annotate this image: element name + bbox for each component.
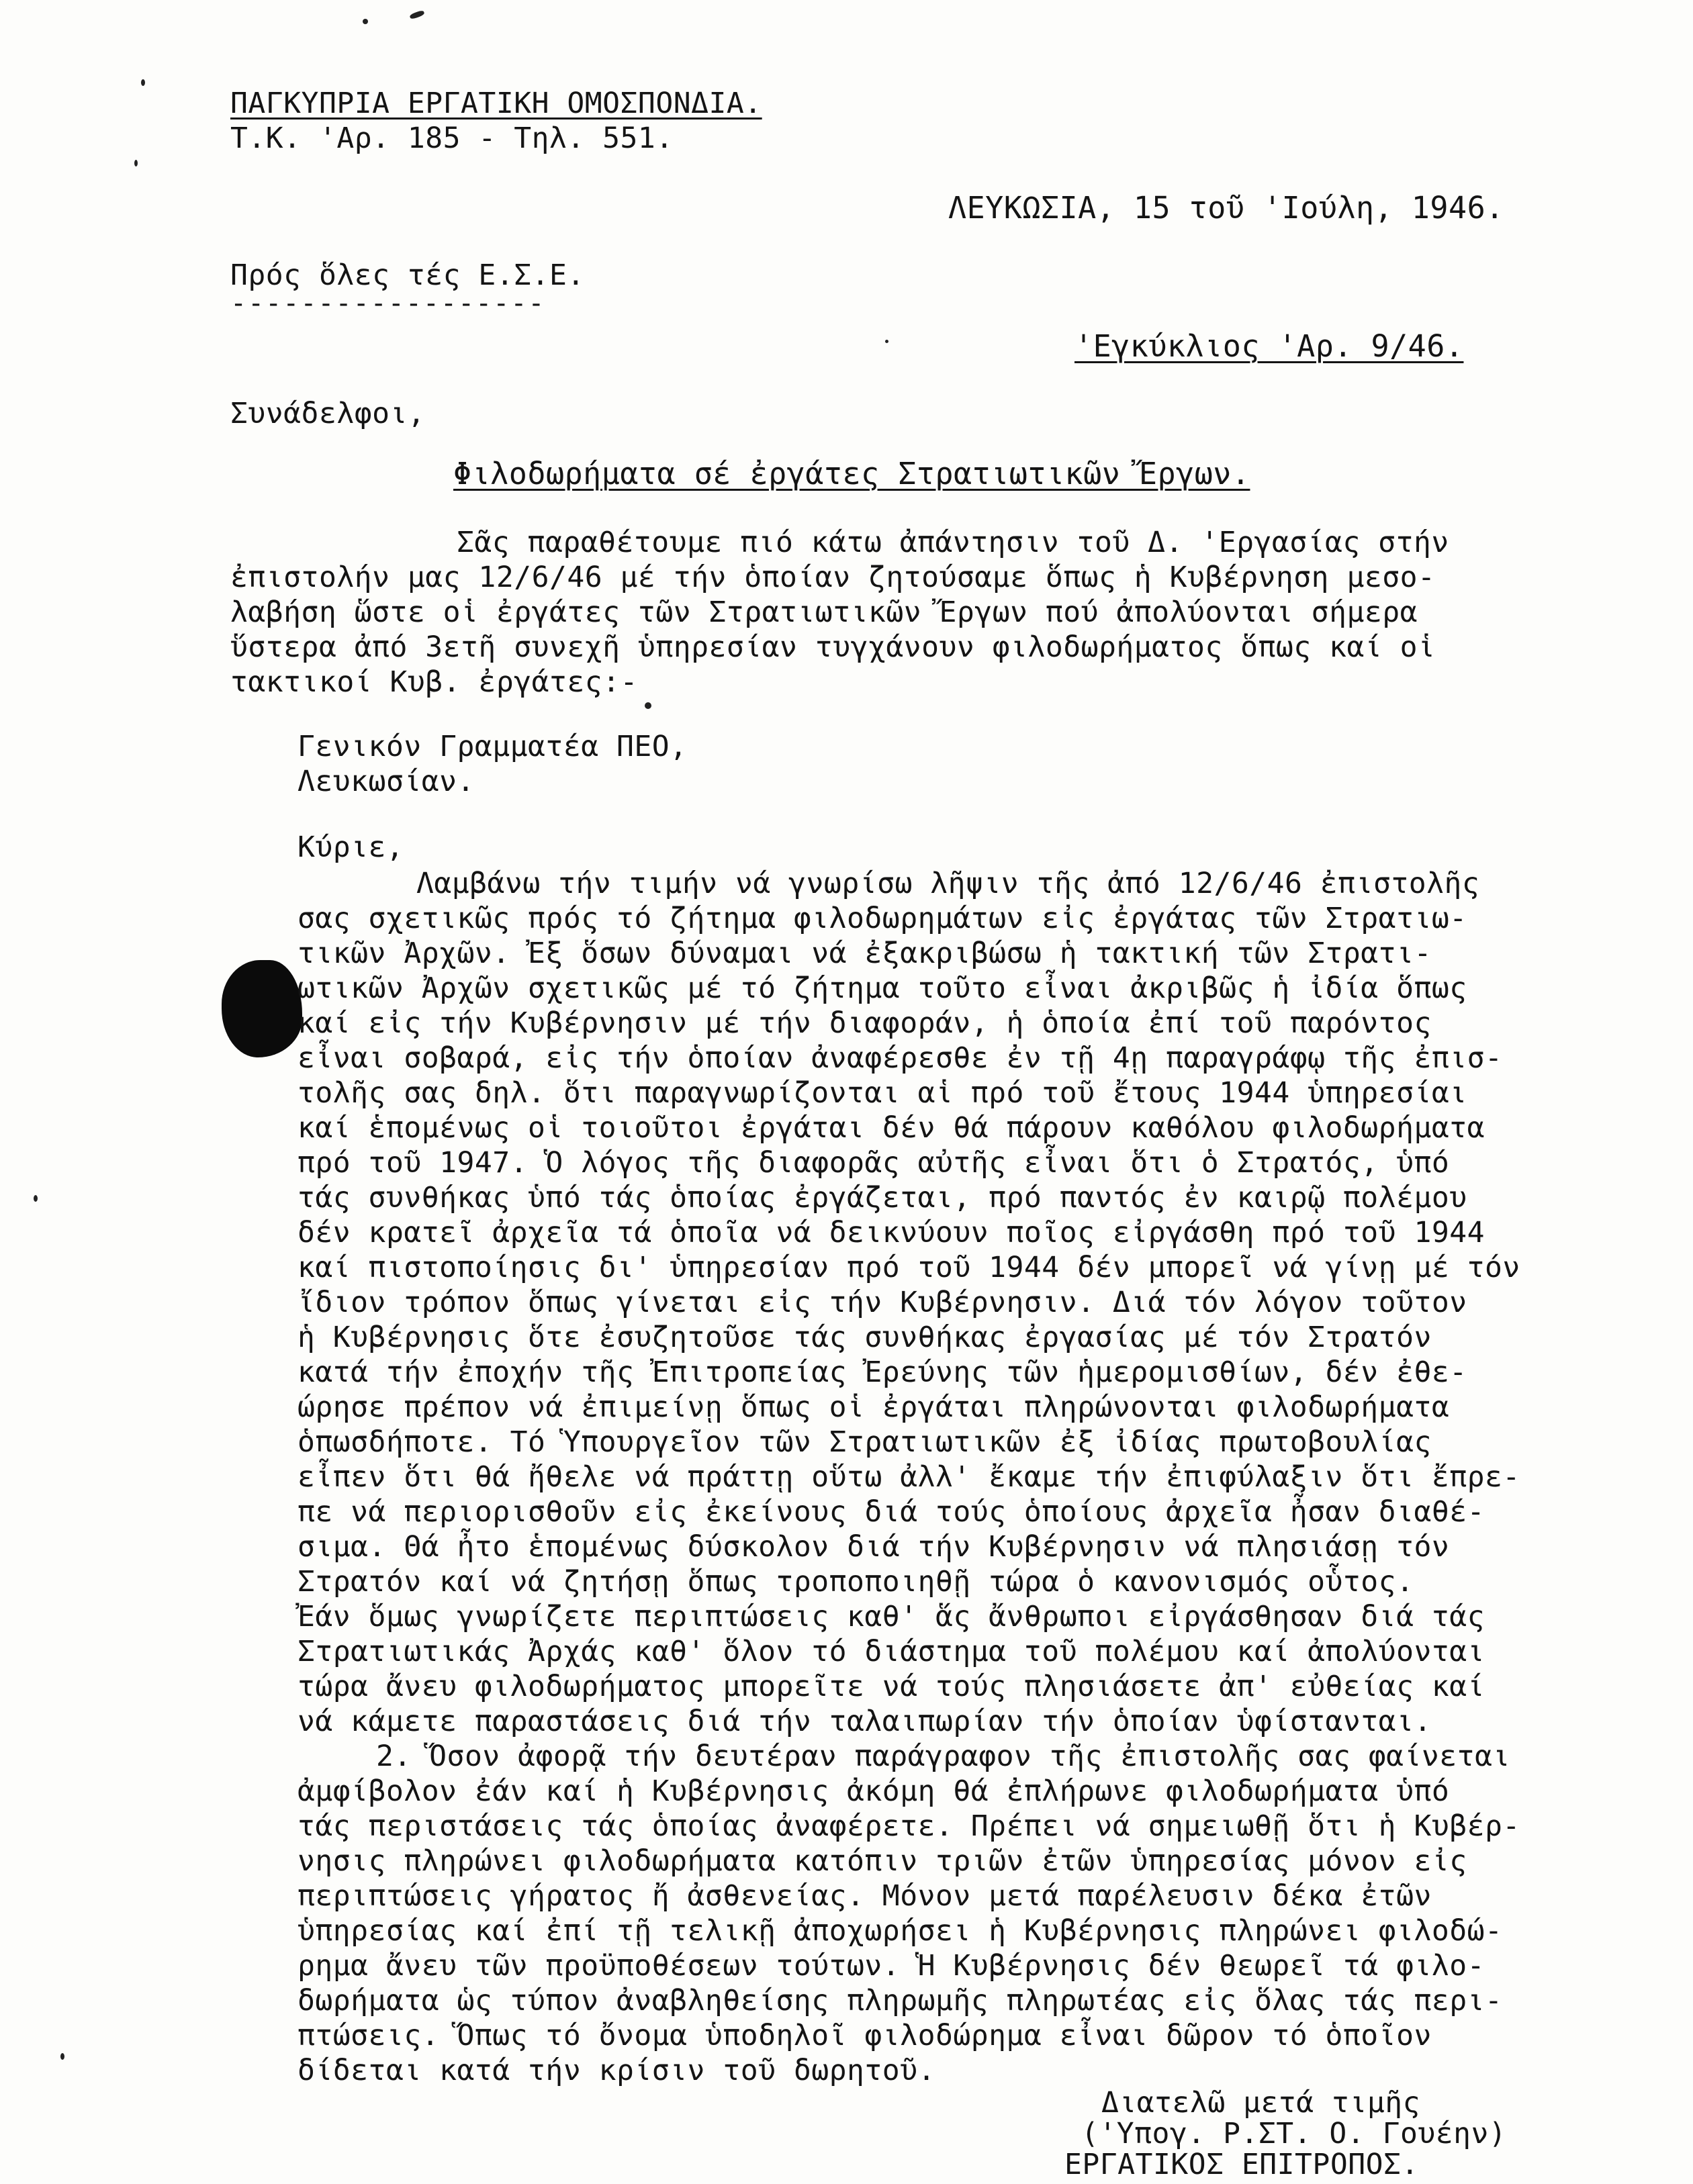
para2-line: 2. Ὅσον ἀφορᾷ τήν δευτέραν παράγραφον τῆς ἐπιστολῆς σας φαίνεται bbox=[376, 1740, 1510, 1773]
circular-ref: 'Εγκύκλιος 'Αρ. 9/46. bbox=[1074, 328, 1464, 364]
body-line: τικῶν Ἀρχῶν. Ἐξ ὅσων δύναμαι νά ἐξακριβώσω ἡ τακτική τῶν Στρατι- bbox=[298, 937, 1432, 970]
org-name: ΠΑΓΚΥΠΡΙΑ ΕΡΓΑΤΙΚΗ ΟΜΟΣΠΟΝΔΙΑ. bbox=[230, 87, 762, 120]
body-line: καί εἰς τήν Κυβέρνησιν μέ τήν διαφοράν, ἡ ὁποία ἐπί τοῦ παρόντος bbox=[298, 1006, 1432, 1040]
subject-line: Φιλοδωρήματα σέ ἐργάτες Στρατιωτικῶν Ἔργων. bbox=[453, 456, 1250, 491]
intro-line: τακτικοί Κυβ. ἐργάτες:- bbox=[230, 665, 638, 699]
body-line: τολῆς σας δηλ. ὅτι παραγνωρίζονται αἱ πρό τοῦ ἔτους 1944 ὑπηρεσίαι bbox=[298, 1076, 1467, 1110]
stray-mark bbox=[34, 1195, 38, 1202]
body-line: Λαμβάνω τήν τιμήν νά γνωρίσω λῆψιν τῆς ἀπό 12/6/46 ἐπιστολῆς bbox=[416, 867, 1480, 900]
intro-line: ὕστερα ἀπό 3ετῆ συνεχῆ ὑπηρεσίαν τυγχάνουν φιλοδωρήματος ὅπως καί οἱ bbox=[230, 630, 1436, 664]
letter-salutation: Κύριε, bbox=[298, 830, 404, 864]
signatory-title: ΕΡΓΑΤΙΚΟΣ ΕΠΙΤΡΟΠΟΣ. bbox=[1064, 2148, 1419, 2181]
para2-line: τάς περιστάσεις τάς ὁποίας ἀναφέρετε. Πρέπει νά σημειωθῇ ὅτι ἡ Κυβέρ- bbox=[298, 1809, 1520, 1843]
org-contact: Τ.Κ. 'Αρ. 185 - Τηλ. 551. bbox=[230, 122, 674, 155]
para2-line: δωρήματα ὡς τύπον ἀναβληθείσης πληρωμῆς πληρωτέας εἰς ὅλας τάς περι- bbox=[298, 1984, 1503, 2017]
stray-mark bbox=[885, 340, 888, 343]
body-line: τάς συνθήκας ὑπό τάς ὁποίας ἐργάζεται, πρό παντός ἐν καιρῷ πολέμου bbox=[298, 1181, 1467, 1215]
salutation: Συνάδελφοι, bbox=[230, 397, 426, 430]
body-line: νά κάμετε παραστάσεις διά τήν ταλαιπωρίαν τήν ὁποίαν ὑφίστανται. bbox=[298, 1705, 1432, 1738]
body-line: ώρησε πρέπον νά ἐπιμείνῃ ὅπως οἱ ἐργάται πληρώνονται φιλοδωρήματα bbox=[298, 1390, 1450, 1424]
para2-line: περιπτώσεις γήρατος ἤ ἀσθενείας. Μόνον μετά παρέλευσιν δέκα ἐτῶν bbox=[298, 1879, 1432, 1913]
intro-line: λαβήση ὥστε οἱ ἐργάτες τῶν Στρατιωτικῶν Ἔργων πού ἀπολύονται σήμερα bbox=[230, 596, 1418, 629]
place-date: ΛΕΥΚΩΣΙΑ, 15 τοῦ 'Ιούλη, 1946. bbox=[948, 190, 1504, 226]
intro-line: ἐπιστολήν μας 12/6/46 μέ τήν ὁποίαν ζητούσαμε ὅπως ἡ Κυβέρνηση μεσο- bbox=[230, 561, 1436, 594]
addressee-line: Γενικόν Γραμματέα ΠΕΟ, bbox=[298, 730, 688, 763]
body-line: καί ἑπομένως οἱ τοιοῦτοι ἐργάται δέν θά πάρουν καθόλου φιλοδωρήματα bbox=[298, 1111, 1485, 1145]
ink-blot bbox=[222, 960, 302, 1057]
stray-mark bbox=[363, 19, 368, 24]
body-line: εἶπεν ὅτι θά ἤθελε νά πράττῃ οὕτω ἀλλ' ἔκαμε τήν ἐπιφύλαξιν ὅτι ἔπρε- bbox=[298, 1460, 1520, 1494]
body-line: ἴδιον τρόπον ὅπως γίνεται εἰς τήν Κυβέρνησιν. Διά τόν λόγον τοῦτον bbox=[298, 1286, 1467, 1319]
body-line: πρό τοῦ 1947. Ὁ λόγος τῆς διαφορᾶς αὐτῆς εἶναι ὅτι ὁ Στρατός, ὑπό bbox=[298, 1146, 1450, 1180]
recipient-line: Πρός ὅλες τές Ε.Σ.Ε. bbox=[230, 258, 585, 292]
body-line: κατά τήν ἐποχήν τῆς Ἐπιτροπείας Ἐρεύνης τῶν ἡμερομισθίων, δέν ἐθε- bbox=[298, 1356, 1467, 1389]
para2-line: ὑπηρεσίας καί ἐπί τῇ τελικῇ ἀποχωρήσει ἡ Κυβέρνησις πληρώνει φιλοδώ- bbox=[298, 1914, 1503, 1948]
recipient-rule: ------------------ bbox=[230, 288, 546, 319]
body-line: καί πιστοποίησις δι' ὑπηρεσίαν πρό τοῦ 1944 δέν μπορεῖ νά γίνῃ μέ τόν bbox=[298, 1251, 1520, 1284]
body-line: πε νά περιορισθοῦν εἰς ἐκείνους διά τούς ὁποίους ἀρχεῖα ἦσαν διαθέ- bbox=[298, 1495, 1485, 1529]
body-line: ἡ Κυβέρνησις ὅτε ἐσυζητοῦσε τάς συνθήκας ἐργασίας μέ τόν Στρατόν bbox=[298, 1321, 1432, 1354]
body-line: ὁπωσδήποτε. Τό Ὑπουργεῖον τῶν Στρατιωτικῶν ἐξ ἰδίας πρωτοβουλίας bbox=[298, 1425, 1432, 1459]
stray-mark bbox=[409, 9, 424, 19]
signature-line: ('Υπογ. Ρ.ΣΤ. Ο. Γουέην) bbox=[1081, 2117, 1507, 2150]
body-line: σας σχετικῶς πρός τό ζήτημα φιλοδωρημάτων εἰς ἐργάτας τῶν Στρατιω- bbox=[298, 902, 1467, 935]
stray-mark bbox=[60, 2053, 64, 2060]
body-line: ωτικῶν Ἀρχῶν σχετικῶς μέ τό ζήτημα τοῦτο εἶναι ἀκριβῶς ἡ ἰδία ὅπως bbox=[298, 971, 1467, 1005]
addressee-line: Λευκωσίαν. bbox=[298, 765, 475, 798]
intro-line: Σᾶς παραθέτουμε πιό κάτω ἀπάντησιν τοῦ Δ. 'Εργασίας στήν bbox=[457, 526, 1449, 559]
para2-line: δίδεται κατά τήν κρίσιν τοῦ δωρητοῦ. bbox=[298, 2054, 935, 2087]
para2-line: ρημα ἄνευ τῶν προϋποθέσεων τούτων. Ἡ Κυβέρνησις δέν θεωρεῖ τά φιλο- bbox=[298, 1949, 1485, 1983]
stray-mark bbox=[141, 79, 145, 86]
body-line: Ἐάν ὅμως γνωρίζετε περιπτώσεις καθ' ἅς ἄνθρωποι εἰργάσθησαν διά τάς bbox=[298, 1600, 1485, 1633]
body-line: σιμα. Θά ἦτο ἑπομένως δύσκολον διά τήν Κυβέρνησιν νά πλησιάσῃ τόν bbox=[298, 1530, 1450, 1564]
para2-line: πτώσεις. Ὅπως τό ὄνομα ὑποδηλοῖ φιλοδώρημα εἶναι δῶρον τό ὁποῖον bbox=[298, 2019, 1432, 2052]
closing-line: Διατελῶ μετά τιμῆς bbox=[1101, 2086, 1420, 2120]
body-line: δέν κρατεῖ ἀρχεῖα τά ὁποῖα νά δεικνύουν ποῖος εἰργάσθη πρό τοῦ 1944 bbox=[298, 1216, 1485, 1249]
stray-mark bbox=[645, 702, 651, 709]
body-line: Στρατόν καί νά ζητήσῃ ὅπως τροποποιηθῇ τώρα ὁ κανονισμός οὗτος. bbox=[298, 1565, 1414, 1599]
para2-line: νησις πληρώνει φιλοδωρήματα κατόπιν τριῶν ἐτῶν ὑπηρεσίας μόνον εἰς bbox=[298, 1844, 1467, 1878]
body-line: εἶναι σοβαρά, εἰς τήν ὁποίαν ἀναφέρεσθε ἐν τῇ 4ῃ παραγράφῳ τῆς ἐπισ- bbox=[298, 1041, 1503, 1075]
body-line: Στρατιωτικάς Ἀρχάς καθ' ὅλον τό διάστημα τοῦ πολέμου καί ἀπολύονται bbox=[298, 1635, 1485, 1668]
para2-line: ἀμφίβολον ἐάν καί ἡ Κυβέρνησις ἀκόμη θά ἐπλήρωνε φιλοδωρήματα ὑπό bbox=[298, 1774, 1450, 1808]
stray-mark bbox=[134, 160, 138, 167]
body-line: τώρα ἄνευ φιλοδωρήματος μπορεῖτε νά τούς πλησιάσετε ἀπ' εὐθείας καί bbox=[298, 1670, 1485, 1703]
